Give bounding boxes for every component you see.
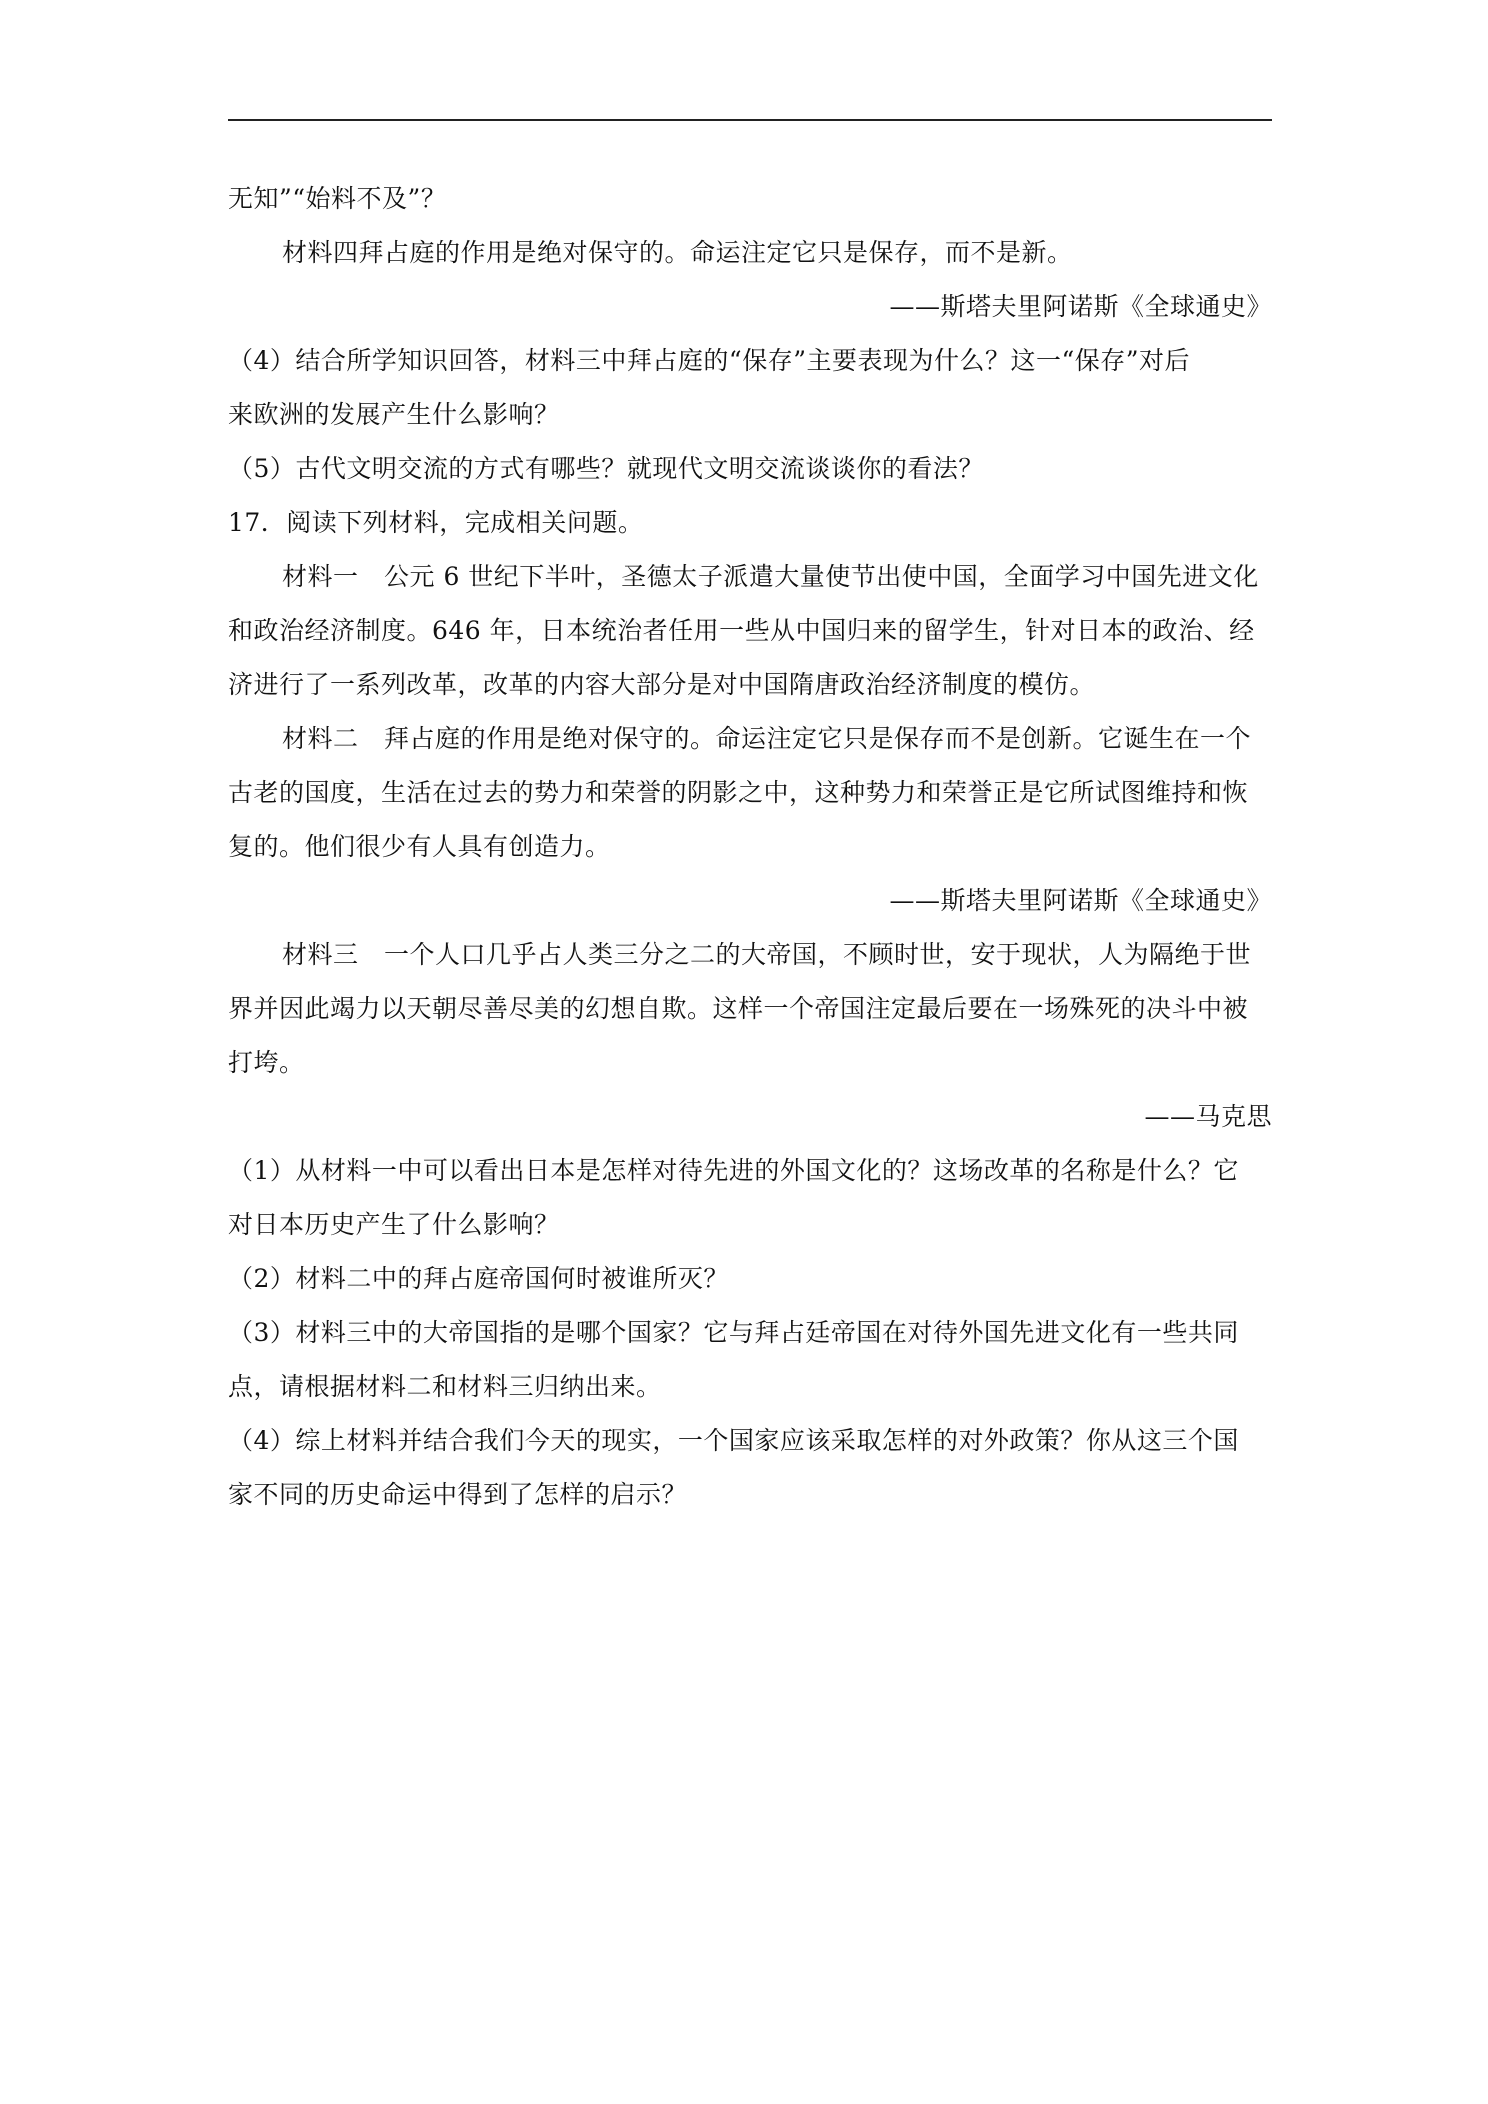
material-paragraph: 古老的国度，生活在过去的势力和荣誉的阴影之中，这种势力和荣誉正是它所试图维持和恢 — [228, 778, 1249, 807]
question-heading: 17．阅读下列材料，完成相关问题。 — [228, 508, 644, 537]
header-rule — [228, 119, 1272, 121]
material-paragraph: 界并因此竭力以天朝尽善尽美的幻想自欺。这样一个帝国注定最后要在一场殊死的决斗中被 — [228, 994, 1249, 1023]
source-citation: ——斯塔夫里阿诺斯《全球通史》 — [889, 292, 1272, 321]
text-line: 无知”“始料不及”？ — [228, 184, 447, 213]
question-line: 家不同的历史命运中得到了怎样的启示？ — [228, 1480, 688, 1509]
question-line: （2）材料二中的拜占庭帝国何时被谁所灭？ — [228, 1264, 729, 1293]
question-line: （1）从材料一中可以看出日本是怎样对待先进的外国文化的？这场改革的名称是什么？它 — [228, 1156, 1239, 1185]
material-paragraph: 济进行了一系列改革，改革的内容大部分是对中国隋唐政治经济制度的模仿。 — [228, 670, 1096, 699]
question-line: （5）古代文明交流的方式有哪些？就现代文明交流谈谈你的看法？ — [228, 454, 984, 483]
material-paragraph: 打垮。 — [228, 1048, 305, 1077]
material-paragraph: 材料四拜占庭的作用是绝对保守的。命运注定它只是保存，而不是新。 — [282, 238, 1073, 267]
question-line: （4）综上材料并结合我们今天的现实，一个国家应该采取怎样的对外政策？你从这三个国 — [228, 1426, 1239, 1455]
material-paragraph: 复的。他们很少有人具有创造力。 — [228, 832, 611, 861]
material-paragraph: 材料三 一个人口几乎占人类三分之二的大帝国，不顾时世，安于现状，人为隔绝于世 — [282, 940, 1252, 969]
question-line: 点，请根据材料二和材料三归纳出来。 — [228, 1372, 662, 1401]
source-citation: ——斯塔夫里阿诺斯《全球通史》 — [889, 886, 1272, 915]
source-citation: ——马克思 — [1144, 1102, 1272, 1131]
question-line: （4）结合所学知识回答，材料三中拜占庭的“保存”主要表现为什么？这一“保存”对后 — [228, 346, 1191, 375]
material-paragraph: 材料二 拜占庭的作用是绝对保守的。命运注定它只是保存而不是创新。它诞生在一个 — [282, 724, 1252, 753]
material-paragraph: 和政治经济制度。646 年，日本统治者任用一些从中国归来的留学生，针对日本的政治、经 — [228, 616, 1255, 645]
question-line: 对日本历史产生了什么影响？ — [228, 1210, 560, 1239]
document-body — [228, 172, 1272, 1522]
question-line: （3）材料三中的大帝国指的是哪个国家？它与拜占廷帝国在对待外国先进文化有一些共同 — [228, 1318, 1239, 1347]
question-line: 来欧洲的发展产生什么影响？ — [228, 400, 560, 429]
material-paragraph: 材料一 公元 6 世纪下半叶，圣德太子派遣大量使节出使中国，全面学习中国先进文化 — [282, 562, 1259, 591]
